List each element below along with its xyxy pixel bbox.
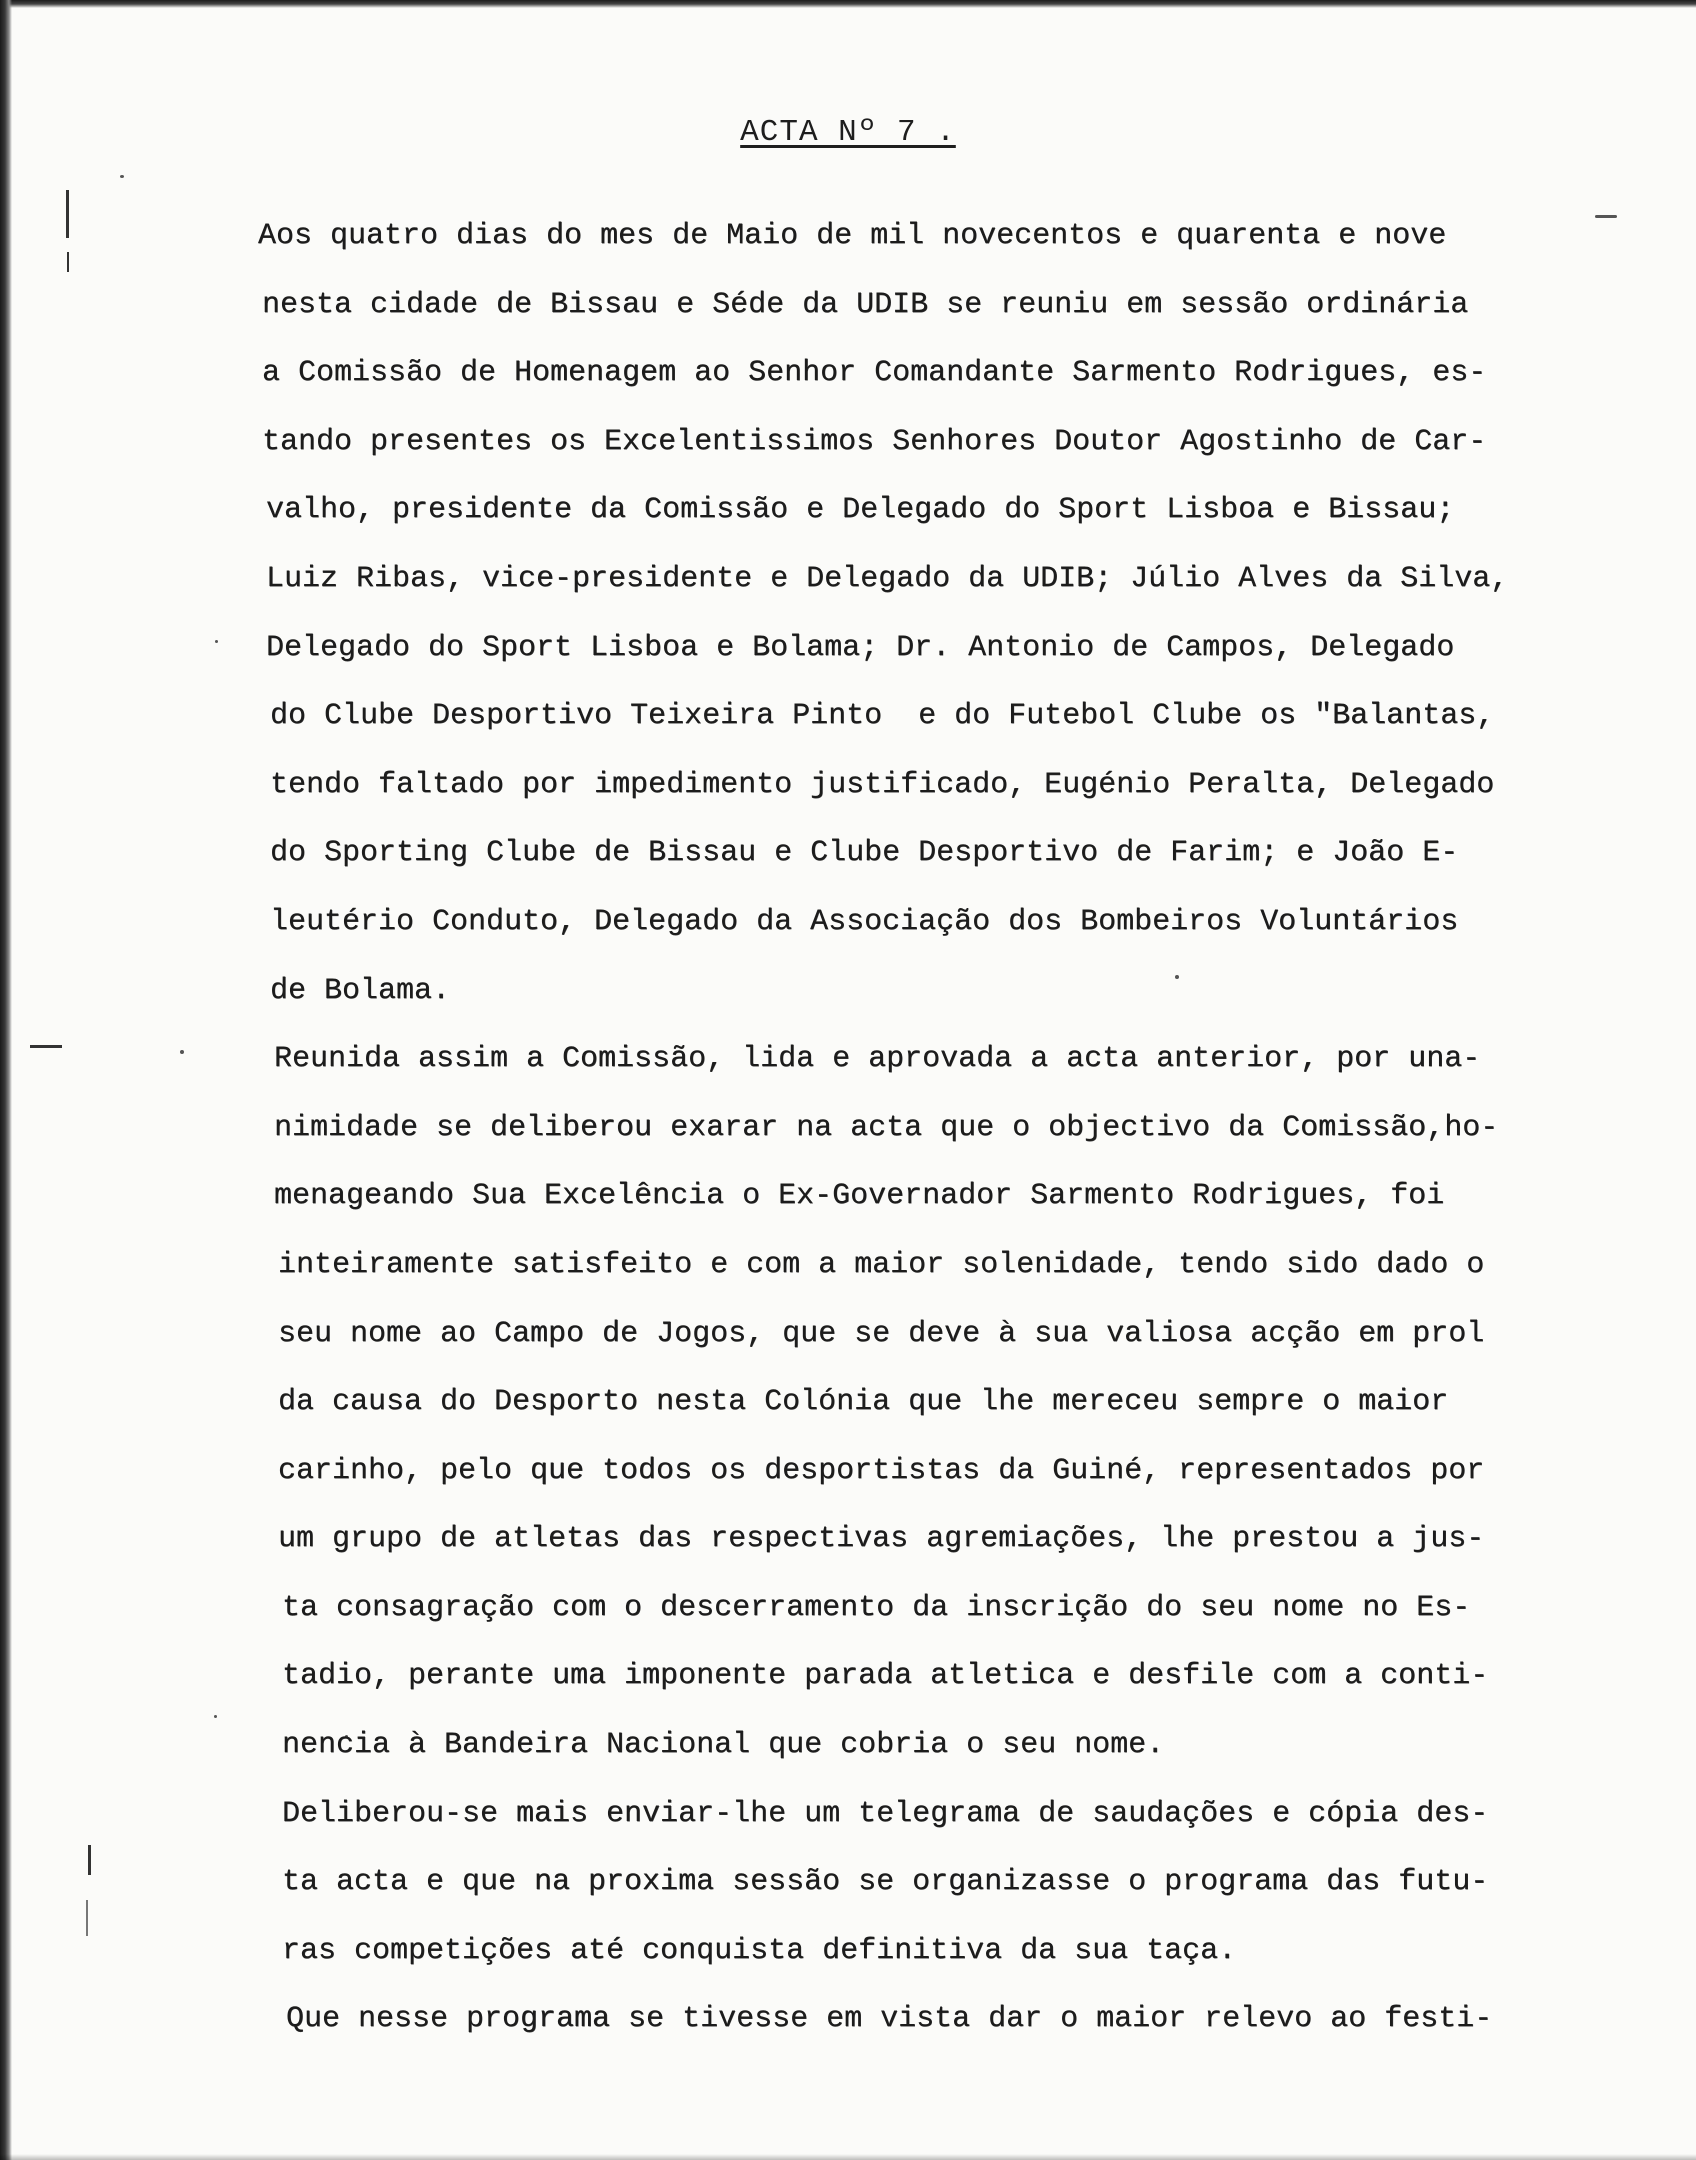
text-line: nimidade se deliberou exarar na acta que o objectivo da Comissão,ho- bbox=[274, 1110, 1499, 1145]
margin-mark bbox=[66, 190, 69, 238]
text-line: do Sporting Clube de Bissau e Clube Desportivo de Farim; e João E- bbox=[270, 836, 1459, 871]
scan-speck bbox=[120, 175, 124, 178]
text-line: da causa do Desporto nesta Colónia que lhe mereceu sempre o maior bbox=[278, 1385, 1449, 1420]
text-line: carinho, pelo que todos os desportistas da Guiné, representados por bbox=[278, 1453, 1485, 1488]
scan-edge-left bbox=[0, 0, 12, 2160]
text-line: menageando Sua Excelência o Ex-Governador Sarmento Rodrigues, foi bbox=[274, 1179, 1445, 1214]
scan-speck bbox=[180, 1050, 184, 1054]
text-line: leutério Conduto, Delegado da Associação dos Bombeiros Voluntários bbox=[270, 904, 1459, 939]
margin-mark bbox=[86, 1900, 88, 1936]
text-line: ta consagração com o descerramento da inscrição do seu nome no Es- bbox=[282, 1590, 1471, 1625]
text-line: nencia à Bandeira Nacional que cobria o seu nome. bbox=[282, 1728, 1165, 1763]
text-line: Reunida assim a Comissão, lida e aprovada a acta anterior, por una- bbox=[274, 1042, 1481, 1077]
margin-mark bbox=[30, 1045, 62, 1048]
text-line: do Clube Desportivo Teixeira Pinto e do Futebol Clube os "Balantas, bbox=[270, 699, 1495, 734]
text-line: Delegado do Sport Lisboa e Bolama; Dr. Antonio de Campos, Delegado bbox=[266, 630, 1455, 665]
text-line: Aos quatro dias do mes de Maio de mil novecentos e quarenta e nove bbox=[258, 219, 1447, 253]
document-title: ACTA Nº 7 . bbox=[740, 115, 956, 150]
text-line: tando presentes os Excelentissimos Senhores Doutor Agostinho de Car- bbox=[262, 424, 1487, 459]
scan-edge-bottom bbox=[0, 2154, 1696, 2160]
text-line: Que nesse programa se tivesse em vista dar o maior relevo ao festi- bbox=[286, 2002, 1493, 2037]
text-line: ta acta e que na proxima sessão se organizasse o programa das futu- bbox=[282, 1865, 1489, 1900]
margin-mark bbox=[88, 1845, 91, 1875]
text-line: valho, presidente da Comissão e Delegado do Sport Lisboa e Bissau; bbox=[266, 493, 1455, 528]
scan-edge-top bbox=[0, 0, 1696, 8]
text-line: tendo faltado por impedimento justificado, Eugénio Peralta, Delegado bbox=[270, 767, 1495, 802]
document-body bbox=[258, 202, 1658, 2054]
text-line: um grupo de atletas das respectivas agremiações, lhe prestou a jus- bbox=[278, 1522, 1485, 1557]
text-line: seu nome ao Campo de Jogos, que se deve à sua valiosa acção em prol bbox=[278, 1316, 1485, 1351]
text-line: tadio, perante uma imponente parada atletica e desfile com a conti- bbox=[282, 1659, 1489, 1694]
scan-speck bbox=[214, 1715, 217, 1718]
text-line: Luiz Ribas, vice-presidente e Delegado da UDIB; Júlio Alves da Silva, bbox=[266, 561, 1509, 596]
margin-mark bbox=[67, 252, 69, 272]
text-line: Deliberou-se mais enviar-lhe um telegrama de saudações e cópia des- bbox=[282, 1796, 1489, 1831]
text-line: ras competições até conquista definitiva da sua taça. bbox=[282, 1933, 1237, 1968]
scan-speck bbox=[215, 640, 218, 643]
text-line: a Comissão de Homenagem ao Senhor Comandante Sarmento Rodrigues, es- bbox=[262, 356, 1487, 391]
text-line: inteiramente satisfeito e com a maior solenidade, tendo sido dado o bbox=[278, 1247, 1485, 1282]
text-line: nesta cidade de Bissau e Séde da UDIB se reuniu em sessão ordinária bbox=[262, 287, 1469, 322]
text-line: de Bolama. bbox=[270, 973, 451, 1008]
